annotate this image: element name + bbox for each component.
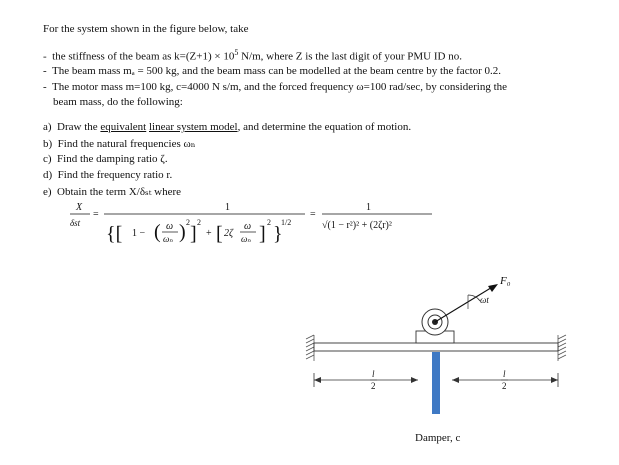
eq-lhs-den: δst [70, 218, 81, 228]
dim-left-l: l [372, 369, 375, 379]
transmissibility-equation [60, 198, 440, 258]
bullet-motor-mass [43, 81, 507, 93]
eq-sq-2: 2 [197, 218, 201, 227]
eq-equals-1: = [93, 209, 99, 220]
task-label: e) [43, 186, 52, 198]
task-text: Find the damping ratio ζ. [57, 153, 168, 165]
eq-half: 1/2 [281, 218, 292, 227]
eq-rhs-num: 1 [366, 202, 371, 213]
eq-omega: ω [166, 221, 174, 232]
eq-paren-open: ( [154, 221, 161, 243]
underlined-term: equivalent [100, 121, 147, 133]
bullet-marker: - [43, 81, 47, 93]
bullet-stiffness [43, 48, 462, 63]
beam-figure [300, 265, 590, 425]
eq-omega-n: ωₙ [163, 234, 174, 244]
bullet-text: the stiffness of the beam as k=(Z+1) × 10 [52, 50, 235, 63]
damper-label: Damper, c [415, 432, 461, 444]
eq-two-zeta: 2ζ [224, 228, 234, 239]
eq-equals-2: = [310, 209, 316, 220]
force-label: F₀ [500, 275, 511, 287]
eq-omega-2: ω [244, 221, 252, 232]
dim-right-two: 2 [502, 381, 507, 391]
eq-sq-1: 2 [186, 218, 190, 227]
bullet-text: N/m, where Z is the last digit of your PMU ID no. [238, 50, 462, 63]
eq-close-brace: } [273, 223, 283, 245]
exponent: 5 [234, 48, 239, 57]
eq-paren-close: ) [179, 221, 186, 243]
right-wall-support [558, 335, 566, 361]
task-label: b) [43, 138, 53, 150]
eq-bracket-1: ] [190, 223, 197, 245]
bullet-motor-mass-cont: beam mass, do the following: [53, 96, 183, 108]
force-arrowhead [488, 284, 498, 292]
bullet-text: The beam mass mₐ = 500 kg, and the beam mass can be modelled at the beam centre by the factor 0.2. [51, 65, 502, 77]
task-text: Find the frequency ratio r. [57, 169, 173, 181]
task-text: , and determine the equation of motion. [237, 121, 412, 133]
task-d [43, 169, 172, 181]
eq-sq-3: 2 [267, 218, 271, 227]
dimension-left [314, 373, 418, 387]
eq-lhs-num: X [76, 202, 83, 213]
beam [314, 343, 558, 351]
task-text: Obtain the term X/δₛₜ where [57, 186, 182, 198]
underlined-term: linear system model [149, 121, 238, 133]
eq-bracket-open-2: [ [216, 223, 223, 245]
bullet-marker: - [43, 65, 47, 77]
eq-one-minus: 1 − [132, 228, 146, 239]
left-wall-support [306, 335, 314, 361]
bullet-text: The motor mass m=100 kg, c=4000 N s/m, and the forced frequency ω=100 rad/sec, by considering the [51, 81, 508, 93]
task-text: Find the natural frequencies ωₙ [57, 138, 196, 150]
bullet-beam-mass [43, 65, 501, 77]
eq-plus: + [206, 228, 212, 239]
damper [432, 352, 440, 414]
intro-text: For the system shown in the figure below, take [43, 23, 249, 35]
eq-omega-n-2: ωₙ [241, 234, 252, 244]
eq-rhs-den: √(1 − r²)² + (2ζr)² [322, 220, 392, 231]
eq-numerator-one: 1 [225, 202, 230, 213]
task-label: a) [43, 121, 52, 133]
task-label: c) [43, 153, 52, 165]
task-text: Draw the [57, 121, 101, 133]
eq-bracket-close-2: ] [259, 223, 266, 245]
bullet-marker: - [43, 50, 47, 63]
task-e [43, 185, 181, 198]
eq-open-brace: {[ [106, 223, 123, 245]
task-a [43, 121, 411, 133]
task-c [43, 153, 168, 165]
task-b [43, 137, 196, 150]
dim-left-two: 2 [371, 381, 376, 391]
dim-right-l: l [503, 369, 506, 379]
task-label: d) [43, 169, 53, 181]
omega-t-label: ωt [480, 295, 489, 305]
